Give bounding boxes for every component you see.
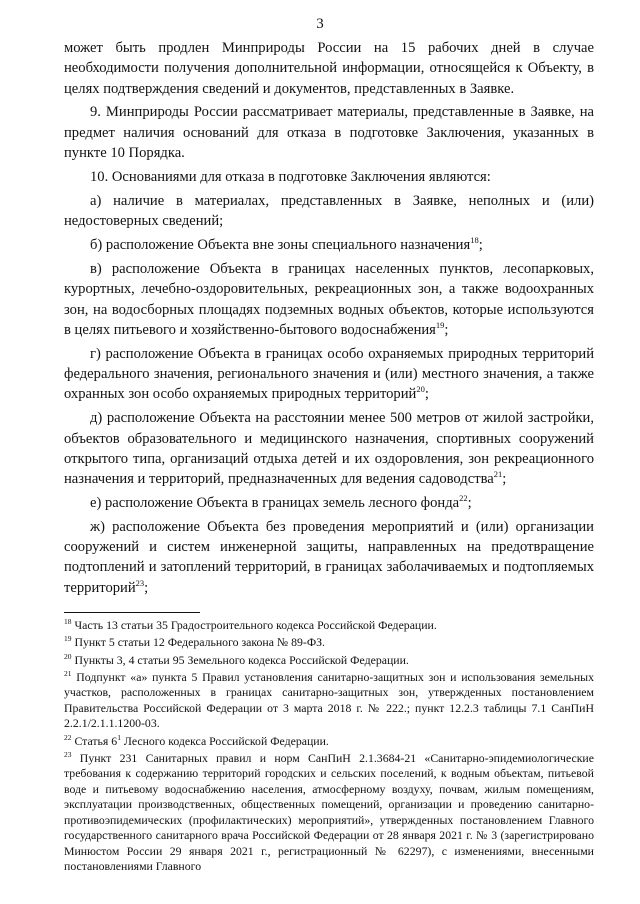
footnote-reference: 19: [435, 319, 445, 330]
paragraph-subitem-g: [64, 344, 594, 405]
paragraph-punctuation: ;: [467, 494, 472, 511]
paragraph-text: ж) расположение Объекта без проведения мероприятий и (или) организации сооружений и систем инженерной защиты, направленных на предотвращение подтоплений и затоплений территорий, в границах заболачиваемых и подтопляемых территорий: [64, 518, 594, 596]
paragraph-punctuation: ;: [424, 386, 429, 403]
paragraph-punctuation: ;: [444, 321, 449, 338]
footnote-text: Пункт 5 статьи 12 Федерального закона № 89-ФЗ.: [71, 635, 326, 650]
paragraph-subitem-a: [64, 191, 594, 232]
footnote-text: Лесного кодекса Российской Федерации.: [120, 733, 329, 748]
paragraph-subitem-d: [64, 408, 594, 489]
footnote-divider: [64, 612, 200, 613]
paragraph-continuation: [64, 38, 594, 99]
footnote-23: [64, 751, 594, 875]
footnote-reference: 23: [135, 577, 145, 588]
paragraph-text: может быть продлен Минприроды России на 15 рабочих дней в случае необходимости получения дополнительной информации, относящейся к Объекту, в целях подтверждения сведений и документов, представленных в Заявке.: [64, 40, 594, 97]
footnote-mark: 19: [64, 634, 72, 644]
footnote-mark: 21: [64, 668, 72, 678]
paragraph-text: а) наличие в материалах, представленных в Заявке, неполных и (или) недостоверных сведений;: [64, 192, 594, 230]
paragraph-text: 9. Минприроды России рассматривает материалы, представленные в Заявке, на предмет наличия оснований для отказа в подготовке Заключения, указанных в пункте 10 Порядка.: [64, 104, 594, 162]
footnote-text: Пункты 3, 4 статьи 95 Земельного кодекса Российской Федерации.: [71, 652, 409, 667]
footnote-mark: 20: [64, 651, 72, 661]
footnote-text: Статья 6: [71, 733, 118, 748]
paragraph-text: в) расположение Объекта в границах населенных пунктов, лесопарковых, курортных, лечебно-оздоровительных, рекреационных зон, а также водоохранных зон, на водосборных площадях подземных водных объектов, которые используются в целях питьевого и хозяйственно-бытового водоснабжения: [64, 260, 594, 338]
footnote-reference: 18: [470, 235, 479, 246]
footnote-mark: 18: [64, 617, 72, 627]
paragraph-text: е) расположение Объекта в границах земель лесного фонда: [90, 494, 460, 511]
footnote-22: [64, 734, 594, 750]
article-superscript: 1: [117, 732, 121, 742]
paragraph-subitem-zh: [64, 517, 594, 598]
paragraph-item-10: [64, 167, 594, 187]
page-number: 3: [316, 16, 324, 32]
footnote-reference: 22: [459, 493, 468, 504]
paragraph-subitem-v: [64, 259, 594, 340]
paragraph-text: б) расположение Объекта вне зоны специального назначения: [90, 237, 471, 254]
footnote-19: [64, 635, 594, 651]
footnote-mark: 23: [64, 750, 72, 760]
paragraph-subitem-e: [64, 493, 594, 513]
paragraph-subitem-b: [64, 235, 594, 255]
paragraph-text: г) расположение Объекта в границах особо охраняемых природных территорий федерального значения, регионального значения и (или) местного значения, а также охранных зон особо охраняемых природных территорий: [64, 345, 594, 403]
footnote-20: [64, 653, 594, 669]
paragraph-punctuation: ;: [478, 237, 483, 254]
footnote-text: Подпункт «а» пункта 5 Правил установления санитарно-защитных зон и использования земельных участков, расположенных в границах санитарно-защитных зон, утвержденных постановлением Правительства Российской Федерации от 3 марта 2018 г. № 222.; пункт 12.2.3 таблицы 7.1 СанПиН 2.2.1/2.1.1.1200-03.: [64, 669, 594, 731]
paragraph-punctuation: ;: [502, 471, 507, 488]
body-text: [64, 38, 594, 602]
footnote-text: Часть 13 статьи 35 Градостроительного кодекса Российской Федерации.: [71, 618, 437, 632]
footnote-reference: 21: [493, 469, 503, 480]
footnotes: [64, 618, 594, 877]
paragraph-text: д) расположение Объекта на расстоянии менее 500 метров от жилой застройки, объектов образовательного и медицинского назначения, спортивных сооружений открытого типа, организаций отдыха детей и их оздоровления, зон рекреационного назначения и территорий, предназначенных для ведения садоводства: [64, 410, 594, 488]
footnote-reference: 20: [416, 384, 425, 395]
footnote-mark: 22: [64, 732, 72, 742]
paragraph-punctuation: ;: [144, 579, 149, 596]
paragraph-text: 10. Основаниями для отказа в подготовке Заключения являются:: [90, 168, 491, 185]
footnote-18: [64, 618, 594, 634]
footnote-text: Пункт 231 Санитарных правил и норм СанПиН 2.1.3684-21 «Санитарно-эпидемиологические требования к содержанию территорий городских и сельских поселений, к водным объектам, питьевой воде и питьевому водоснабжению населения, атмосферному воздуху, почвам, жилым помещениям, эксплуатации производственных, общественных помещений, организации и проведению санитарно-противоэпидемических (профилактических) мероприятий», утвержденных постановлением Главного государственного санитарного врача Российской Федерации от 28 января 2021 г. № 3 (зарегистрировано Минюстом России 29 января 2021 г., регистрационный № 62297), с изменениями, внесенными постановлениями Главного: [64, 750, 594, 874]
paragraph-item-9: [64, 102, 594, 163]
footnote-21: [64, 670, 594, 732]
